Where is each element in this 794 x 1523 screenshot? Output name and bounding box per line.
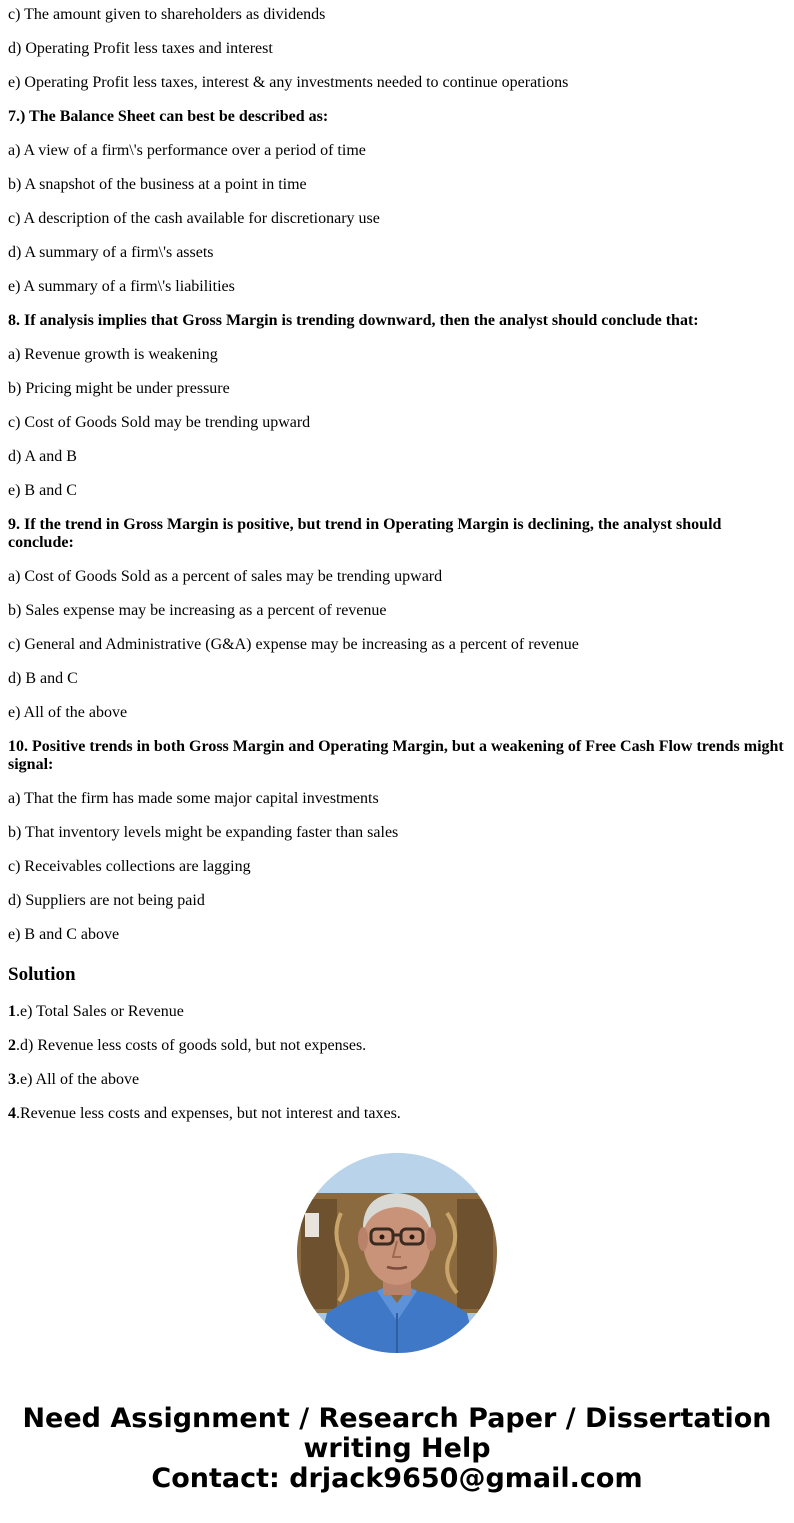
question-9: 9. If the trend in Gross Margin is positive, but trend in Operating Margin is declining, the analyst should conclude: xyxy=(8,516,722,551)
option-q10-c: c) Receivables collections are lagging xyxy=(8,858,251,875)
answer-text: .e) Total Sales or Revenue xyxy=(16,1003,184,1020)
answer-2 xyxy=(8,1037,366,1055)
answer-3 xyxy=(8,1071,139,1089)
answer-text: .d) Revenue less costs of goods sold, but not expenses. xyxy=(16,1037,367,1054)
banner-line-2: writing Help xyxy=(303,1433,491,1464)
answer-4 xyxy=(8,1105,401,1123)
answer-number: 2 xyxy=(8,1037,16,1054)
option-q10-b: b) That inventory levels might be expanding faster than sales xyxy=(8,824,399,841)
option-q6-d: d) Operating Profit less taxes and interest xyxy=(8,40,273,57)
option-q8-b: b) Pricing might be under pressure xyxy=(8,380,230,397)
option-q7-b: b) A snapshot of the business at a point in time xyxy=(8,176,307,193)
author-avatar xyxy=(297,1153,497,1353)
option-q8-e: e) B and C xyxy=(8,482,77,499)
answer-number: 3 xyxy=(8,1071,16,1088)
option-q10-d: d) Suppliers are not being paid xyxy=(8,892,205,909)
option-q9-a: a) Cost of Goods Sold as a percent of sales may be trending upward xyxy=(8,568,443,585)
banner-line-1: Need Assignment / Research Paper / Dissertation xyxy=(22,1403,772,1434)
option-q6-e: e) Operating Profit less taxes, interest & any investments needed to continue operations xyxy=(8,74,569,91)
answer-1 xyxy=(8,1003,184,1021)
contact-banner xyxy=(0,1404,794,1494)
answer-text: .e) All of the above xyxy=(16,1071,140,1088)
avatar-portrait-image xyxy=(297,1153,497,1353)
option-q7-a: a) A view of a firm\'s performance over a period of time xyxy=(8,142,366,159)
option-q10-a: a) That the firm has made some major capital investments xyxy=(8,790,379,807)
option-q7-d: d) A summary of a firm\'s assets xyxy=(8,244,214,261)
option-q9-d: d) B and C xyxy=(8,670,78,687)
question-7: 7.) The Balance Sheet can best be described as: xyxy=(8,108,329,125)
answer-text: .Revenue less costs and expenses, but not interest and taxes. xyxy=(16,1105,401,1122)
option-q9-e: e) All of the above xyxy=(8,704,128,721)
option-q7-e: e) A summary of a firm\'s liabilities xyxy=(8,278,235,295)
option-q9-b: b) Sales expense may be increasing as a percent of revenue xyxy=(8,602,387,619)
question-8: 8. If analysis implies that Gross Margin is trending downward, then the analyst should conclude that: xyxy=(8,312,699,329)
option-q8-c: c) Cost of Goods Sold may be trending upward xyxy=(8,414,311,431)
answer-number: 4 xyxy=(8,1105,16,1122)
option-q8-a: a) Revenue growth is weakening xyxy=(8,346,218,363)
banner-contact-line: Contact: drjack9650@gmail.com xyxy=(151,1463,643,1494)
solution-heading: Solution xyxy=(8,964,76,985)
option-q7-c: c) A description of the cash available for discretionary use xyxy=(8,210,380,227)
option-q9-c: c) General and Administrative (G&A) expense may be increasing as a percent of revenue xyxy=(8,636,579,653)
option-q10-e: e) B and C above xyxy=(8,926,120,943)
question-10: 10. Positive trends in both Gross Margin and Operating Margin, but a weakening of Free Cash Flow trends might signal: xyxy=(8,738,784,773)
option-q6-c: c) The amount given to shareholders as dividends xyxy=(8,6,326,23)
option-q8-d: d) A and B xyxy=(8,448,77,465)
answer-number: 1 xyxy=(8,1003,16,1020)
